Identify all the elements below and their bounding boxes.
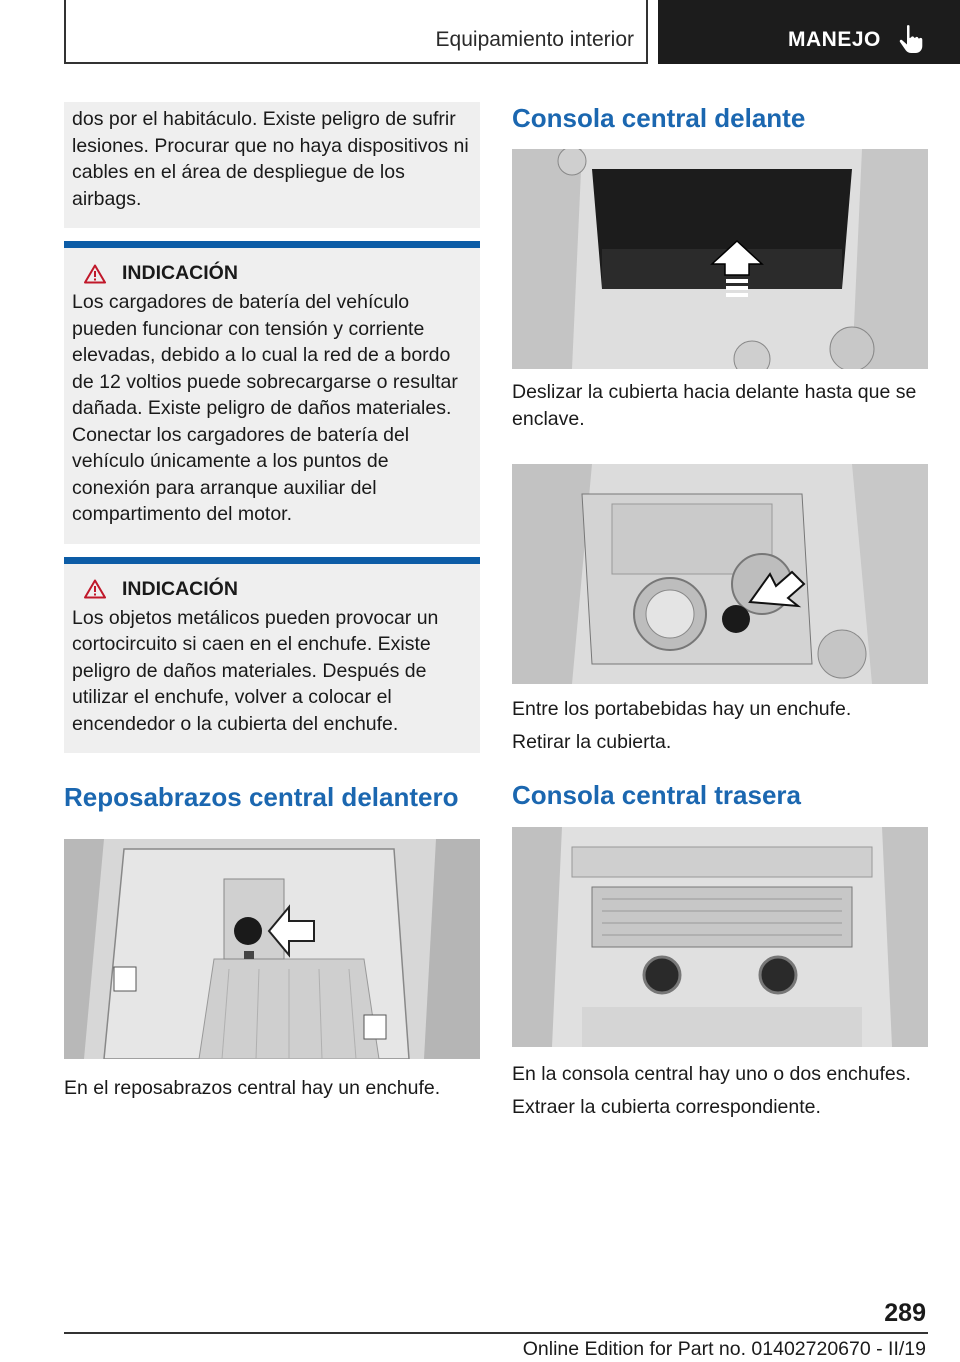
- warning-title-1: INDICACIÓN: [122, 262, 238, 284]
- footer-edition: Online Edition for Part no. 01402720670 - II/19: [522, 1338, 926, 1360]
- section-title-front-console: Consola central delante: [512, 103, 806, 133]
- header-section-label: Equipamiento interior: [435, 28, 634, 51]
- section-title-armrest: Reposabrazos central delantero: [64, 782, 459, 812]
- warning-box-1: [64, 241, 480, 544]
- armrest-caption: En el reposabrazos central hay un enchufe.: [64, 1077, 441, 1099]
- header-section-tab: [64, 0, 648, 64]
- warning-text-1: Los cargadores de batería del vehículo pueden funcionar con tensión y corriente elevadas, debido a lo cual la red de a bordo de 12 voltios puede sobrecargarse o resultar dañada. Existe peligro de daños materiales. Conectar los cargadores de batería del vehículo únicamente a los puntos de conexión para arranque auxiliar del compartimento del motor.: [72, 291, 458, 525]
- footer-divider: [64, 1332, 928, 1334]
- front-console-cover-illustration: [512, 149, 928, 369]
- warning-triangle-icon: [84, 579, 106, 599]
- right-column: [512, 102, 928, 1120]
- warning-heading-1: [72, 262, 472, 285]
- intro-note: [64, 102, 480, 228]
- front-console-socket-illustration: [512, 464, 928, 684]
- warning-heading-2: [72, 578, 472, 601]
- page-number: 289: [884, 1299, 926, 1327]
- intro-text: dos por el habitáculo. Existe peligro de sufrir lesiones. Procurar que no haya dispositivos ni cables en el área de despliegue de los airbags.: [72, 108, 469, 210]
- rear-console-caption-2: Extraer la cubierta correspondiente.: [512, 1095, 821, 1118]
- left-column: [64, 102, 480, 1102]
- rear-console-illustration: [512, 827, 928, 1047]
- section-title-rear-console: Consola central trasera: [512, 780, 802, 810]
- warning-text-2: Los objetos metálicos pueden provocar un cortocircuito si caen en el enchufe. Existe peligro de daños materiales. Después de utilizar el enchufe, volver a colocar el encendedor o la cubierta del enchufe.: [72, 606, 439, 735]
- front-console-caption-2: Entre los portabebidas hay un enchufe.: [512, 698, 852, 720]
- header-chapter-tab: [658, 0, 960, 64]
- rear-console-caption-1: En la consola central hay uno o dos enchufes.: [512, 1063, 911, 1085]
- armrest-illustration: [64, 839, 480, 1059]
- hand-pointer-icon: [898, 24, 924, 54]
- warning-triangle-icon: [84, 264, 106, 284]
- header-chapter-label: MANEJO: [788, 28, 881, 51]
- front-console-caption-3: Retirar la cubierta.: [512, 730, 672, 753]
- warning-title-2: INDICACIÓN: [122, 577, 238, 600]
- warning-box-2: [64, 557, 480, 754]
- front-console-caption-1: Deslizar la cubierta hacia delante hasta que se enclave.: [512, 381, 917, 430]
